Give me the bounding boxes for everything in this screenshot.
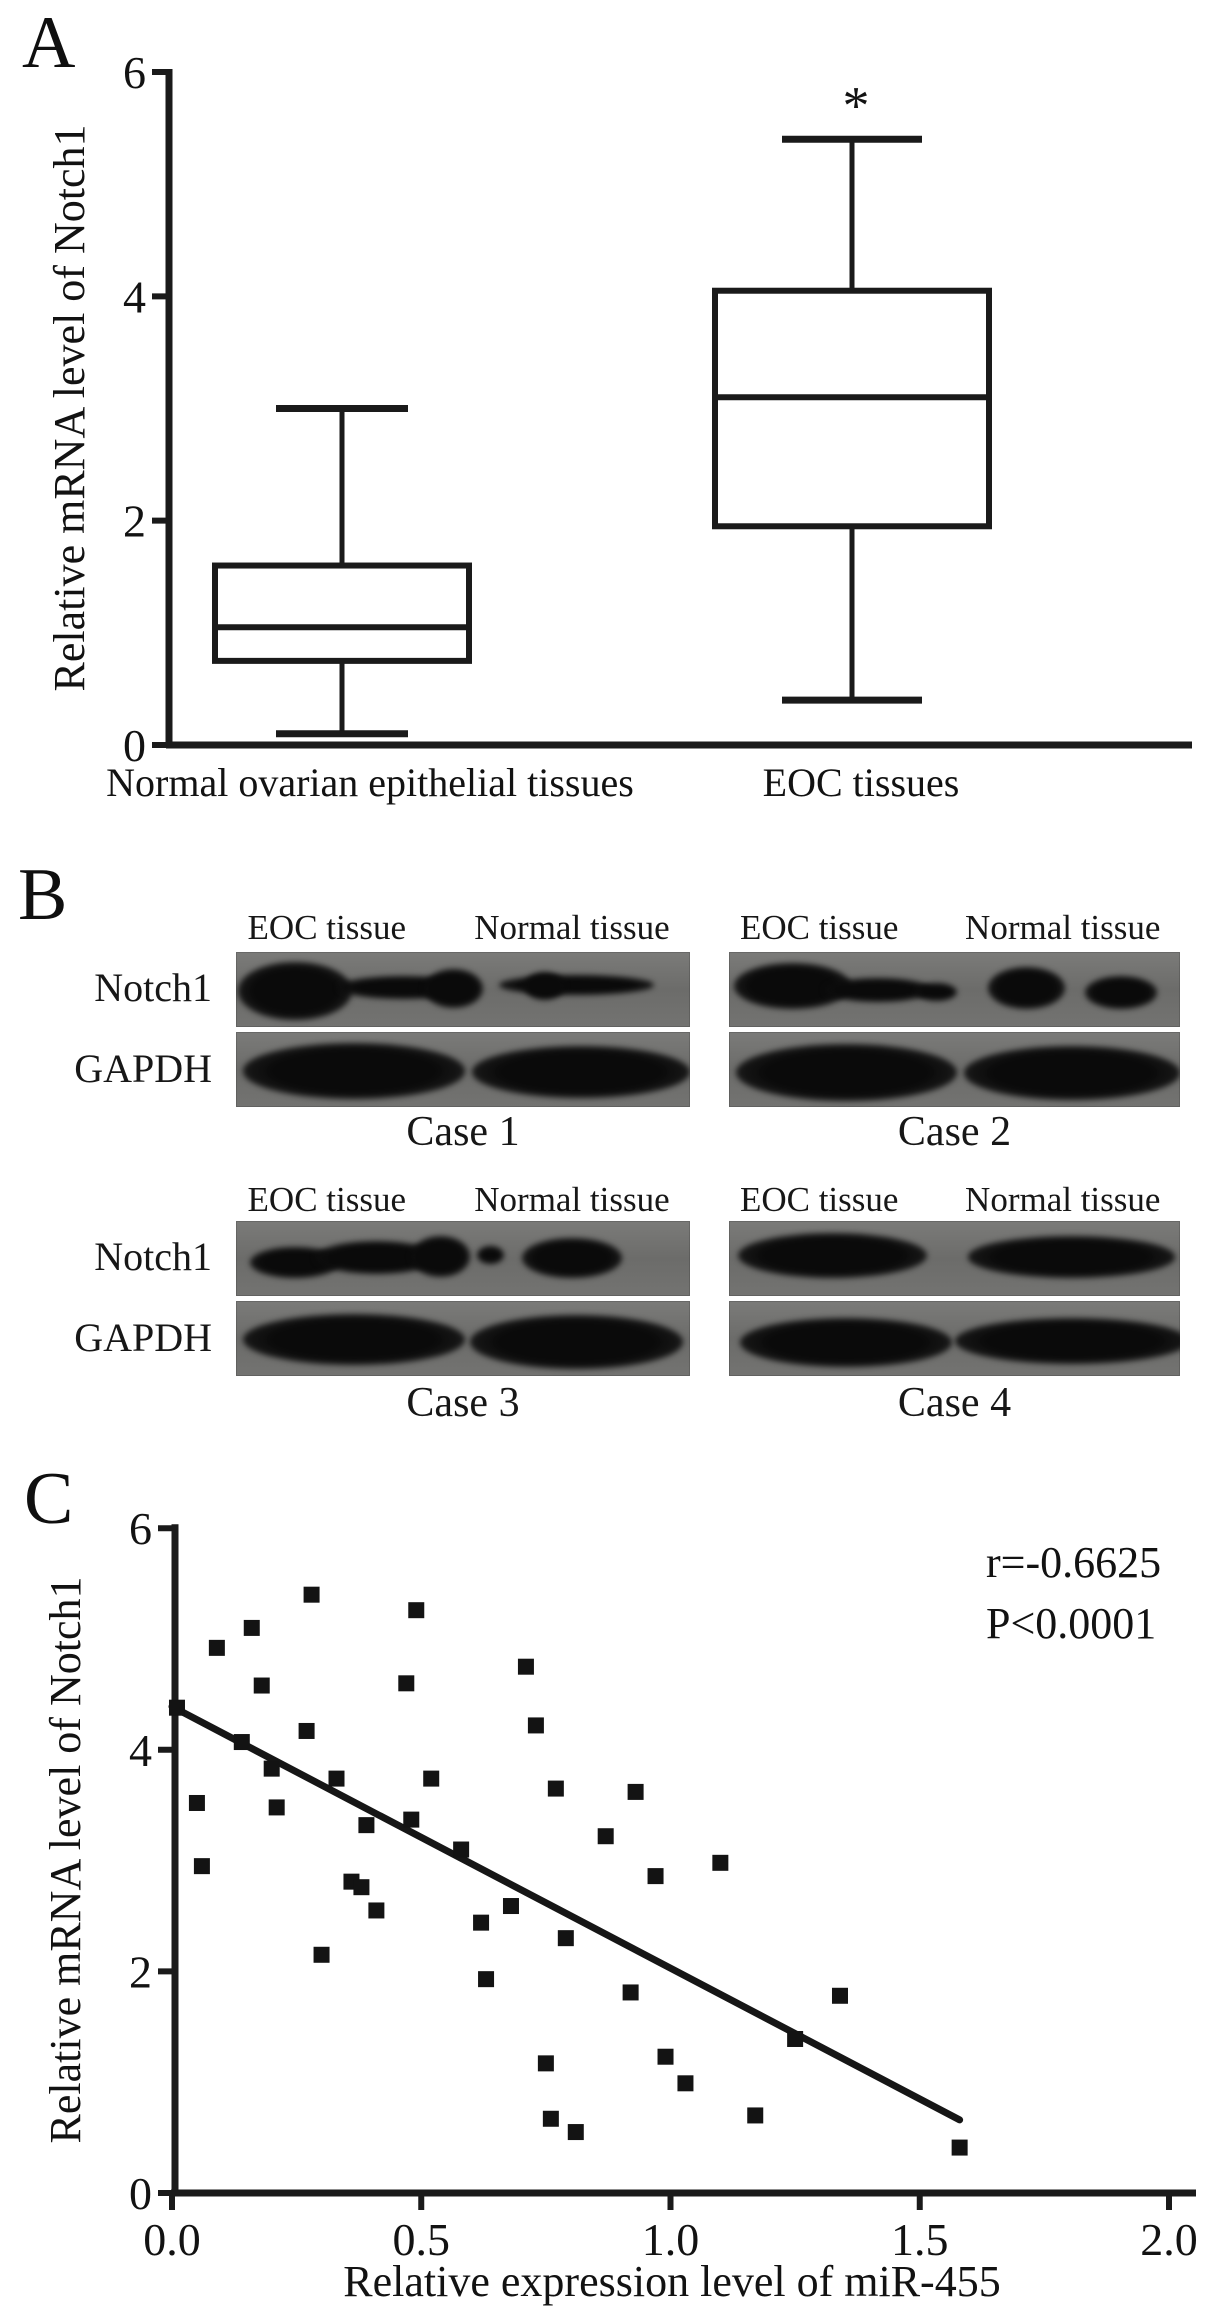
blot-band bbox=[470, 1315, 683, 1369]
case-label: Case 4 bbox=[897, 1380, 1012, 1426]
scatter-point bbox=[299, 1723, 315, 1739]
scatter-point bbox=[473, 1915, 489, 1931]
lane-header-normal: Normal tissue bbox=[474, 1180, 670, 1219]
blot-band bbox=[968, 1236, 1175, 1277]
y-tick-label: 6 bbox=[123, 47, 146, 98]
significance-asterisk: * bbox=[842, 75, 870, 136]
scatter-point bbox=[269, 1799, 285, 1815]
scatter-point bbox=[403, 1812, 419, 1828]
scatter-point bbox=[189, 1795, 205, 1811]
scatter-point bbox=[543, 2111, 559, 2127]
panel-a-label: A bbox=[22, 2, 76, 84]
box bbox=[215, 566, 469, 661]
y-tick-label: 0 bbox=[123, 720, 146, 771]
blot-band bbox=[955, 1318, 1181, 1365]
y-axis-title: Relative mRNA level of Notch1 bbox=[41, 1576, 90, 2144]
blot-band bbox=[738, 1233, 927, 1278]
x-tick-label: 0.0 bbox=[143, 2214, 201, 2265]
blot-strip-notch1 bbox=[729, 952, 1180, 1027]
blot-band bbox=[916, 983, 957, 1001]
scatter-point bbox=[244, 1620, 260, 1636]
scatter-point bbox=[548, 1781, 564, 1797]
scatter-point bbox=[169, 1700, 185, 1716]
scatter-point bbox=[254, 1678, 270, 1694]
blot-row-label: Notch1 bbox=[94, 965, 212, 1010]
lane-header-eoc: EOC tissue bbox=[247, 1180, 407, 1219]
scatter-point bbox=[558, 1930, 574, 1946]
blot-band bbox=[524, 972, 565, 1001]
blot-band bbox=[472, 1046, 690, 1099]
lane-header-normal: Normal tissue bbox=[965, 908, 1161, 947]
blot-strip-notch1 bbox=[236, 1221, 690, 1296]
scatter-point bbox=[194, 1858, 210, 1874]
panel-c-label: C bbox=[24, 1458, 74, 1540]
regression-line bbox=[172, 1707, 960, 2120]
blot-row-label: GAPDH bbox=[74, 1046, 212, 1091]
blot-band bbox=[740, 1318, 952, 1368]
scatter-point bbox=[234, 1734, 250, 1750]
box bbox=[715, 291, 989, 527]
scatter-point bbox=[787, 2031, 803, 2047]
blot-row-label: Notch1 bbox=[94, 1234, 212, 1279]
blot-band bbox=[1085, 976, 1157, 1009]
pvalue-annotation: P<0.0001 bbox=[986, 1599, 1157, 1648]
correlation-annotation: r=-0.6625 bbox=[986, 1538, 1162, 1587]
scatter-point bbox=[677, 2075, 693, 2091]
scatter-point bbox=[368, 1902, 384, 1918]
blot-band bbox=[522, 1238, 622, 1279]
lane-header-eoc: EOC tissue bbox=[247, 908, 407, 947]
panel-a-boxplot bbox=[0, 0, 1205, 830]
scatter-point bbox=[264, 1761, 280, 1777]
scatter-point bbox=[658, 2049, 674, 2065]
scatter-point bbox=[398, 1675, 414, 1691]
blot-band bbox=[243, 1314, 465, 1365]
x-tick-label: 1.5 bbox=[891, 2214, 949, 2265]
blot-strip-gapdh bbox=[236, 1301, 690, 1376]
lane-header-eoc: EOC tissue bbox=[739, 908, 899, 947]
x-axis-title: Relative expression level of miR-455 bbox=[343, 2257, 1001, 2306]
panel-b-label: B bbox=[18, 854, 68, 936]
blot-strip-gapdh bbox=[236, 1032, 690, 1107]
blot-band bbox=[424, 969, 483, 1008]
scatter-point bbox=[832, 1988, 848, 2004]
scatter-point bbox=[503, 1898, 519, 1914]
blot-strip-gapdh bbox=[729, 1301, 1180, 1376]
scatter-point bbox=[568, 2124, 584, 2140]
y-axis-title: Relative mRNA level of Notch1 bbox=[45, 124, 94, 692]
scatter-point bbox=[952, 2140, 968, 2156]
blot-band bbox=[499, 975, 653, 995]
blot-band bbox=[411, 1236, 470, 1277]
y-tick-label: 0 bbox=[129, 2168, 152, 2219]
blot-band bbox=[243, 1043, 465, 1099]
scatter-point bbox=[358, 1817, 374, 1833]
scatter-point bbox=[353, 1879, 369, 1895]
scatter-point bbox=[528, 1717, 544, 1733]
blot-band bbox=[238, 962, 352, 1021]
y-tick-label: 2 bbox=[129, 1946, 152, 1998]
scatter-point bbox=[478, 1971, 494, 1987]
case-label: Case 3 bbox=[406, 1380, 520, 1426]
lane-header-eoc: EOC tissue bbox=[739, 1180, 899, 1219]
scatter-point bbox=[518, 1659, 534, 1675]
x-tick-label: 0.5 bbox=[392, 2214, 450, 2265]
blot-strip-notch1 bbox=[729, 1221, 1180, 1296]
blot-band bbox=[736, 1044, 957, 1101]
scatter-point bbox=[304, 1587, 320, 1603]
panel-c-scatterplot bbox=[0, 1440, 1205, 2316]
lane-header-normal: Normal tissue bbox=[474, 908, 670, 947]
y-tick-label: 4 bbox=[123, 271, 146, 323]
scatter-point bbox=[408, 1602, 424, 1618]
category-label: Normal ovarian epithelial tissues bbox=[106, 760, 634, 805]
blot-strip-gapdh bbox=[729, 1032, 1180, 1107]
scatter-point bbox=[648, 1868, 664, 1884]
scatter-point bbox=[712, 1855, 728, 1871]
scatter-point bbox=[628, 1784, 644, 1800]
case-label: Case 1 bbox=[406, 1109, 520, 1155]
scatter-point bbox=[538, 2055, 554, 2071]
case-label: Case 2 bbox=[897, 1109, 1012, 1155]
scatter-point bbox=[209, 1640, 225, 1656]
scatter-point bbox=[314, 1947, 330, 1963]
scatter-point bbox=[623, 1984, 639, 2000]
lane-header-normal: Normal tissue bbox=[965, 1180, 1161, 1219]
x-tick-label: 2.0 bbox=[1140, 2214, 1198, 2265]
blot-strip-notch1 bbox=[236, 952, 690, 1027]
y-tick-label: 6 bbox=[129, 1503, 152, 1555]
scatter-point bbox=[747, 2107, 763, 2123]
scatter-point bbox=[453, 1842, 469, 1858]
y-tick-label: 4 bbox=[129, 1724, 152, 1776]
blot-band bbox=[988, 967, 1065, 1009]
blot-row-label: GAPDH bbox=[74, 1315, 212, 1360]
blot-band bbox=[477, 1246, 504, 1264]
scatter-point bbox=[329, 1771, 345, 1787]
scatter-point bbox=[598, 1828, 614, 1844]
scatter-point bbox=[423, 1771, 439, 1787]
y-tick-label: 2 bbox=[123, 495, 146, 547]
blot-band bbox=[964, 1046, 1180, 1100]
category-label: EOC tissues bbox=[762, 760, 960, 805]
x-tick-label: 1.0 bbox=[641, 2214, 700, 2265]
